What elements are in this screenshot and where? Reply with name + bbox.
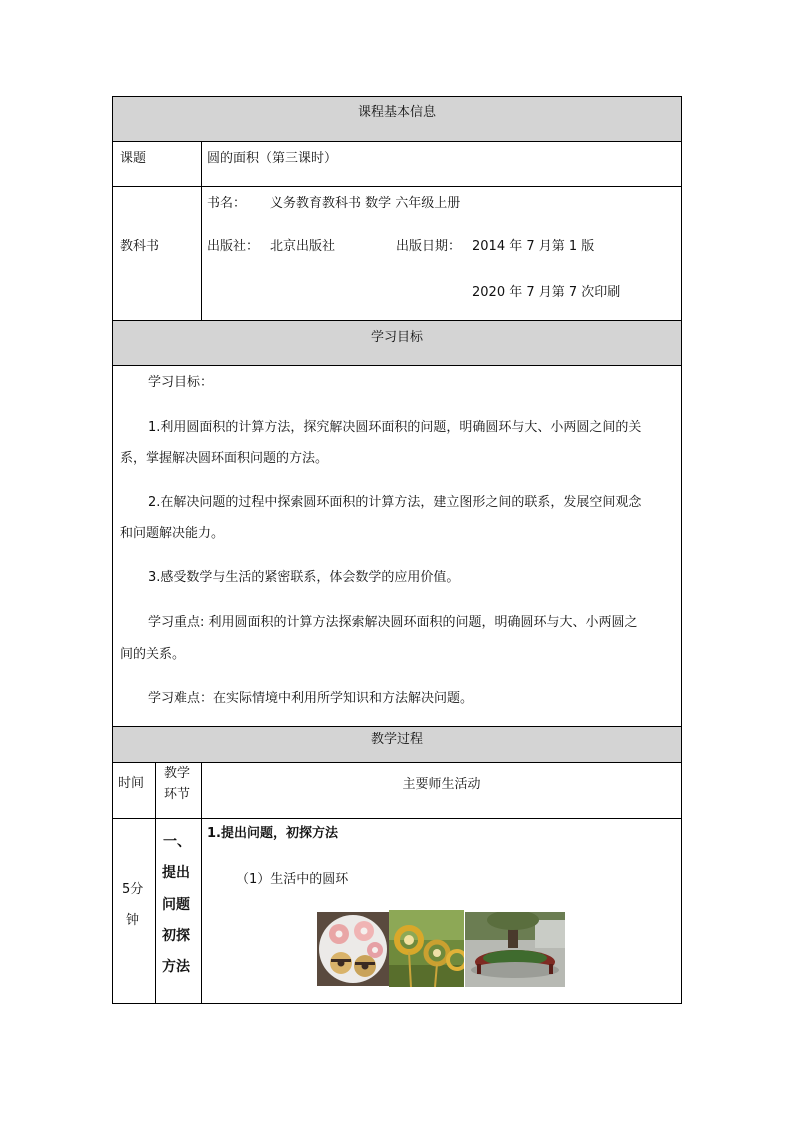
step-title: 1.提出问题，初探方法 xyxy=(207,826,338,841)
donut-plate-photo xyxy=(317,912,389,986)
print-value: 2020 年 7 月第 7 次印刷 xyxy=(472,285,621,300)
col-stage-label-2: 环节 xyxy=(164,787,191,802)
pub-date-label: 出版日期： xyxy=(396,239,462,254)
textbook-label: 教科书 xyxy=(120,239,160,254)
tree-bench-photo xyxy=(465,912,565,987)
difficulty-point: 学习难点：在实际情境中利用所学知识和方法解决问题。 xyxy=(148,691,474,706)
goal-1-line-2: 系，掌握解决圆环面积问题的方法。 xyxy=(120,451,329,466)
row-time-line-2: 钟 xyxy=(126,913,140,928)
col-activity-label: 主要师生活动 xyxy=(402,777,481,792)
row-stage-line-5: 方法 xyxy=(162,959,190,975)
golden-rings-photo xyxy=(389,910,464,987)
book-name-label: 书名： xyxy=(207,196,247,211)
row-time-cell xyxy=(112,818,156,1004)
key-point-line-2: 间的关系。 xyxy=(120,647,186,662)
goal-2-line-1: 2.在解决问题的过程中探索圆环面积的计算方法，建立图形之间的联系，发展空间观念 xyxy=(148,495,642,510)
col-stage-label-1: 教学 xyxy=(164,766,191,781)
goal-3: 3.感受数学与生活的紧密联系，体会数学的应用价值。 xyxy=(148,570,460,585)
goal-2-line-2: 和问题解决能力。 xyxy=(120,526,225,541)
row-time-line-1: 5分 xyxy=(122,882,144,897)
publisher-value: 北京出版社 xyxy=(270,239,336,254)
goals-intro: 学习目标： xyxy=(148,375,214,390)
process-title: 教学过程 xyxy=(370,732,423,747)
topic-label: 课题 xyxy=(120,151,147,166)
topic-value: 圆的面积（第三课时） xyxy=(207,151,338,166)
book-name-value: 义务教育教科书 数学 六年级上册 xyxy=(270,196,461,211)
sub-title: （1）生活中的圆环 xyxy=(236,872,349,887)
publisher-label: 出版社： xyxy=(207,239,260,254)
col-time-label: 时间 xyxy=(118,776,145,791)
row-stage-line-2: 提出 xyxy=(162,865,190,881)
key-point-line-1: 学习重点: 利用圆面积的计算方法探索解决圆环面积的问题，明确圆环与大、小两圆之 xyxy=(148,615,638,630)
row-stage-line-1: 一、 xyxy=(163,834,191,850)
basic-info-title: 课程基本信息 xyxy=(357,105,436,120)
row-stage-line-3: 问题 xyxy=(162,897,190,913)
pub-date-value: 2014 年 7 月第 1 版 xyxy=(472,239,595,254)
row-stage-line-4: 初探 xyxy=(162,928,190,944)
goals-title: 学习目标 xyxy=(370,330,423,345)
goal-1-line-1: 1.利用圆面积的计算方法，探究解决圆环面积的问题，明确圆环与大、小两圆之间的关 xyxy=(148,420,642,435)
